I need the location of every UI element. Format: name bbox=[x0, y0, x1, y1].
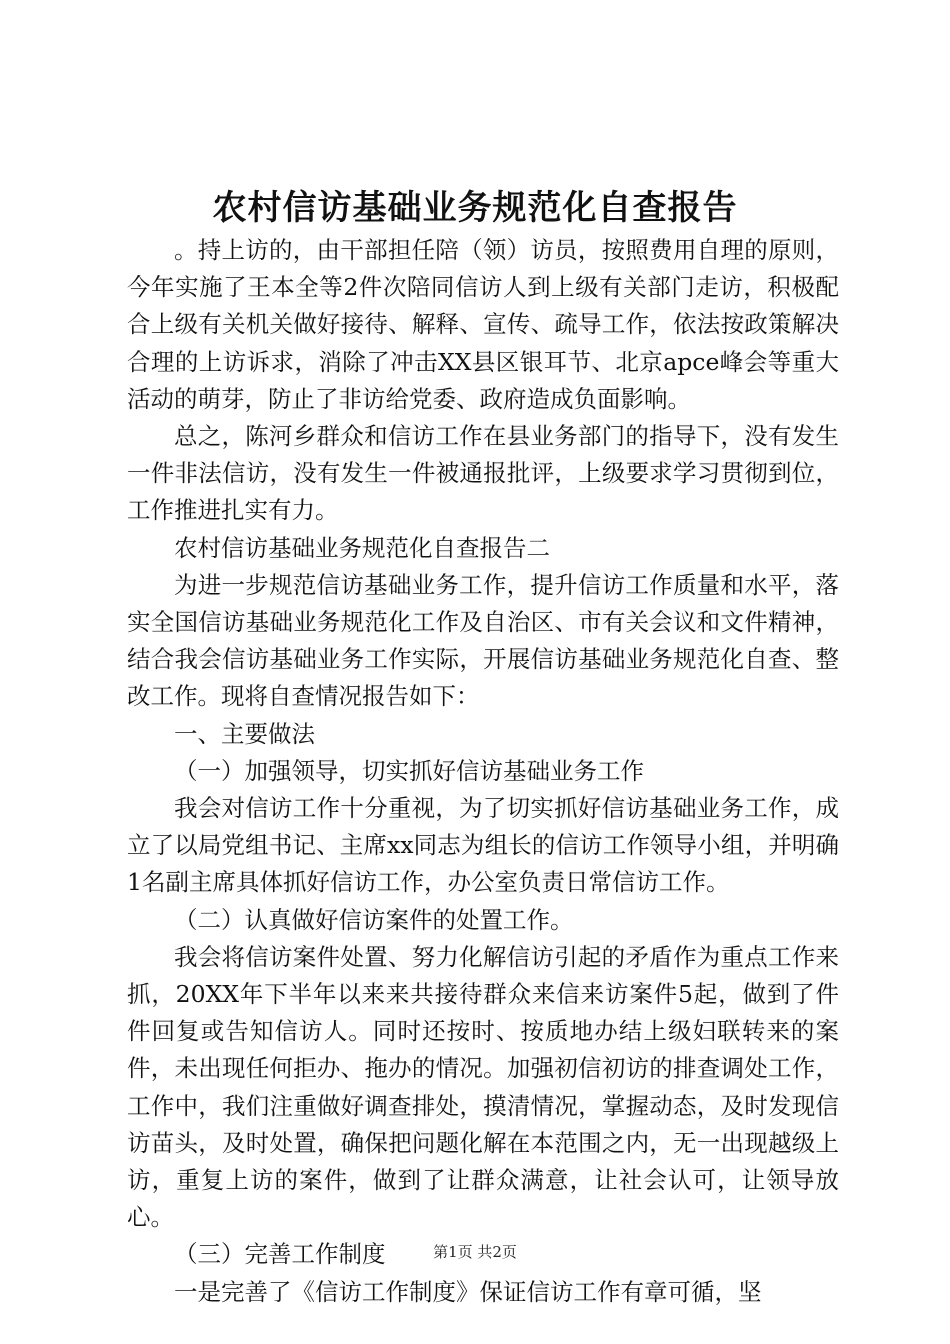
section-title: 农村信访基础业务规范化自查报告二 bbox=[174, 533, 550, 562]
document-title: 农村信访基础业务规范化自查报告 bbox=[212, 188, 738, 228]
paragraph: 一是完善了《信访工作制度》保证信访工作有章可循，坚 bbox=[174, 1277, 762, 1306]
paragraph: 总之，陈河乡群众和信访工作在县业务部门的指导下，没有发生一件非法信访，没有发生一件被通报批评，上级要求学习贯彻到位，工作推进扎实有力。 bbox=[127, 422, 839, 525]
heading-level-2: （一）加强领导，切实抓好信访基础业务工作 bbox=[174, 756, 644, 785]
document-body bbox=[127, 232, 839, 1311]
paragraph: 我会将信访案件处置、努力化解信访引起的矛盾作为重点工作来抓，20XX年下半年以来来共接待群众来信来访案件5起，做到了件件回复或告知信访人。同时还按时、按质地办结上级妇联转来的案件，未出现任何拒办、拖办的情况。加强初信初访的排查调处工作，工作中，我们注重做好调查排处，摸清情况，掌握动态，及时发现信访苗头，及时处置，确保把问题化解在本范围之内，无一出现越级上访，重复上访的案件，做到了让群众满意，让社会认可，让领导放心。 bbox=[127, 942, 839, 1232]
paragraph: 我会对信访工作十分重视，为了切实抓好信访基础业务工作，成立了以局党组书记、主席xx同志为组长的信访工作领导小组，并明确1名副主席具体抓好信访工作，办公室负责日常信访工作。 bbox=[127, 794, 839, 897]
page-number-footer: 第1页 共2页 bbox=[433, 1243, 517, 1261]
heading-level-2: （三）完善工作制度 bbox=[174, 1240, 386, 1269]
heading-level-2: （二）认真做好信访案件的处置工作。 bbox=[174, 905, 574, 934]
paragraph: 为进一步规范信访基础业务工作，提升信访工作质量和水平，落实全国信访基础业务规范化工作及自治区、市有关会议和文件精神，结合我会信访基础业务工作实际，开展信访基础业务规范化自查、整改工作。现将自查情况报告如下： bbox=[127, 570, 839, 711]
heading-level-1: 一、主要做法 bbox=[174, 719, 315, 748]
paragraph: 。持上访的，由干部担任陪（领）访员，按照费用自理的原则，今年实施了王本全等2件次陪同信访人到上级有关部门走访，积极配合上级有关机关做好接待、解释、宣传、疏导工作，依法按政策解决合理的上访诉求，消除了冲击XX县区银耳节、北京apce峰会等重大活动的萌芽，防止了非访给党委、政府造成负面影响。 bbox=[127, 236, 839, 413]
